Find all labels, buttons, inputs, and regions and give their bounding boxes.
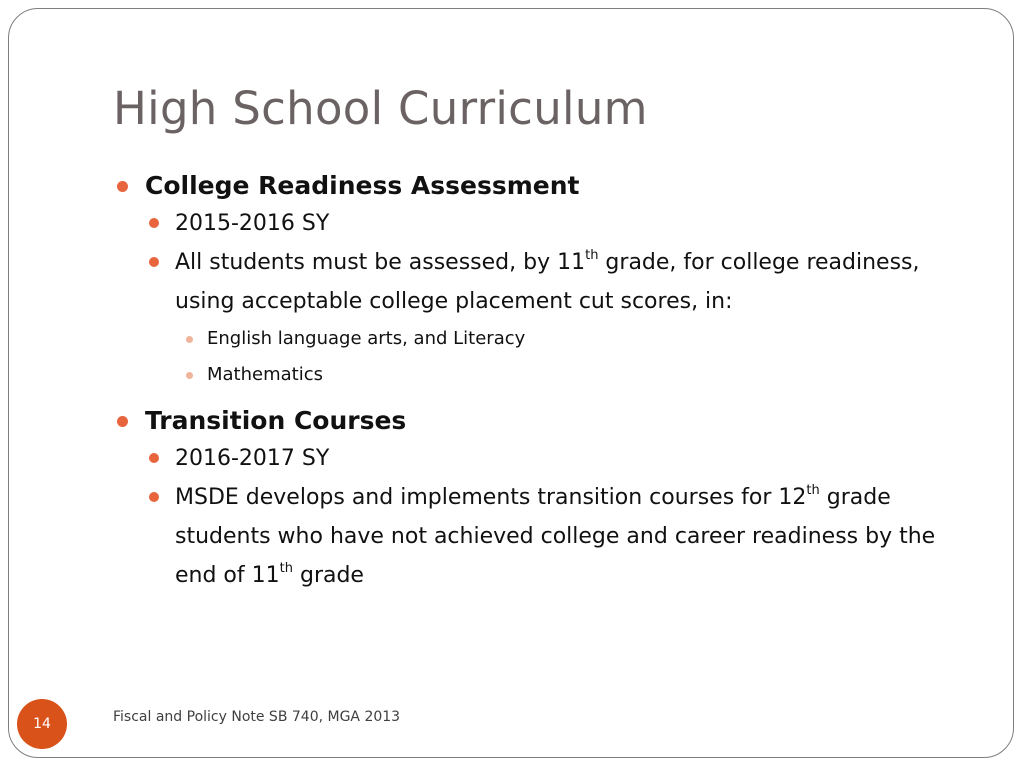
bullet-dot-icon: [186, 336, 193, 343]
footer-citation: Fiscal and Policy Note SB 740, MGA 2013: [113, 709, 401, 725]
section-heading: College Readiness Assessment: [145, 171, 580, 200]
list-item-transition-detail: [147, 478, 965, 595]
subitem-text: Mathematics: [207, 364, 323, 385]
bullet-dot-icon: [186, 372, 193, 379]
subitem-text: English language arts, and Literacy: [207, 328, 526, 349]
ordinal-suffix: th: [279, 561, 293, 576]
slide-content: [115, 168, 965, 595]
detail-text-c: grade: [292, 563, 364, 588]
bullet-dot-icon: [149, 453, 159, 463]
bullet-dot-icon: [149, 257, 159, 267]
ordinal-suffix: th: [585, 248, 599, 263]
bullet-dot-icon: [149, 492, 159, 502]
slide-title: High School Curriculum: [113, 82, 648, 135]
detail-text-b: grade students who have not achieved college and career readiness by the end of 11: [175, 485, 936, 588]
bullet-transition-courses: [115, 403, 965, 439]
section-heading: Transition Courses: [145, 406, 407, 435]
list-subitem-ela: [177, 321, 965, 357]
list-item-year: [147, 439, 965, 478]
detail-text-a: All students must be assessed, by 11: [175, 250, 586, 275]
ordinal-suffix: th: [806, 483, 820, 498]
detail-text-a: MSDE develops and implements transition courses for 12: [175, 485, 807, 510]
bullet-college-readiness-assessment: [115, 168, 965, 204]
bullet-dot-icon: [117, 181, 128, 192]
year-text: 2016-2017 SY: [175, 446, 330, 471]
page-number-badge: 14: [17, 699, 67, 749]
list-subitem-math: [177, 357, 965, 393]
detail-text-b: grade, for college readiness, using acceptable college placement cut scores, in:: [175, 250, 920, 314]
list-item-year: [147, 204, 965, 243]
year-text: 2015-2016 SY: [175, 211, 330, 236]
bullet-dot-icon: [117, 416, 128, 427]
list-item-assessment-detail: [147, 243, 965, 321]
bullet-dot-icon: [149, 218, 159, 228]
